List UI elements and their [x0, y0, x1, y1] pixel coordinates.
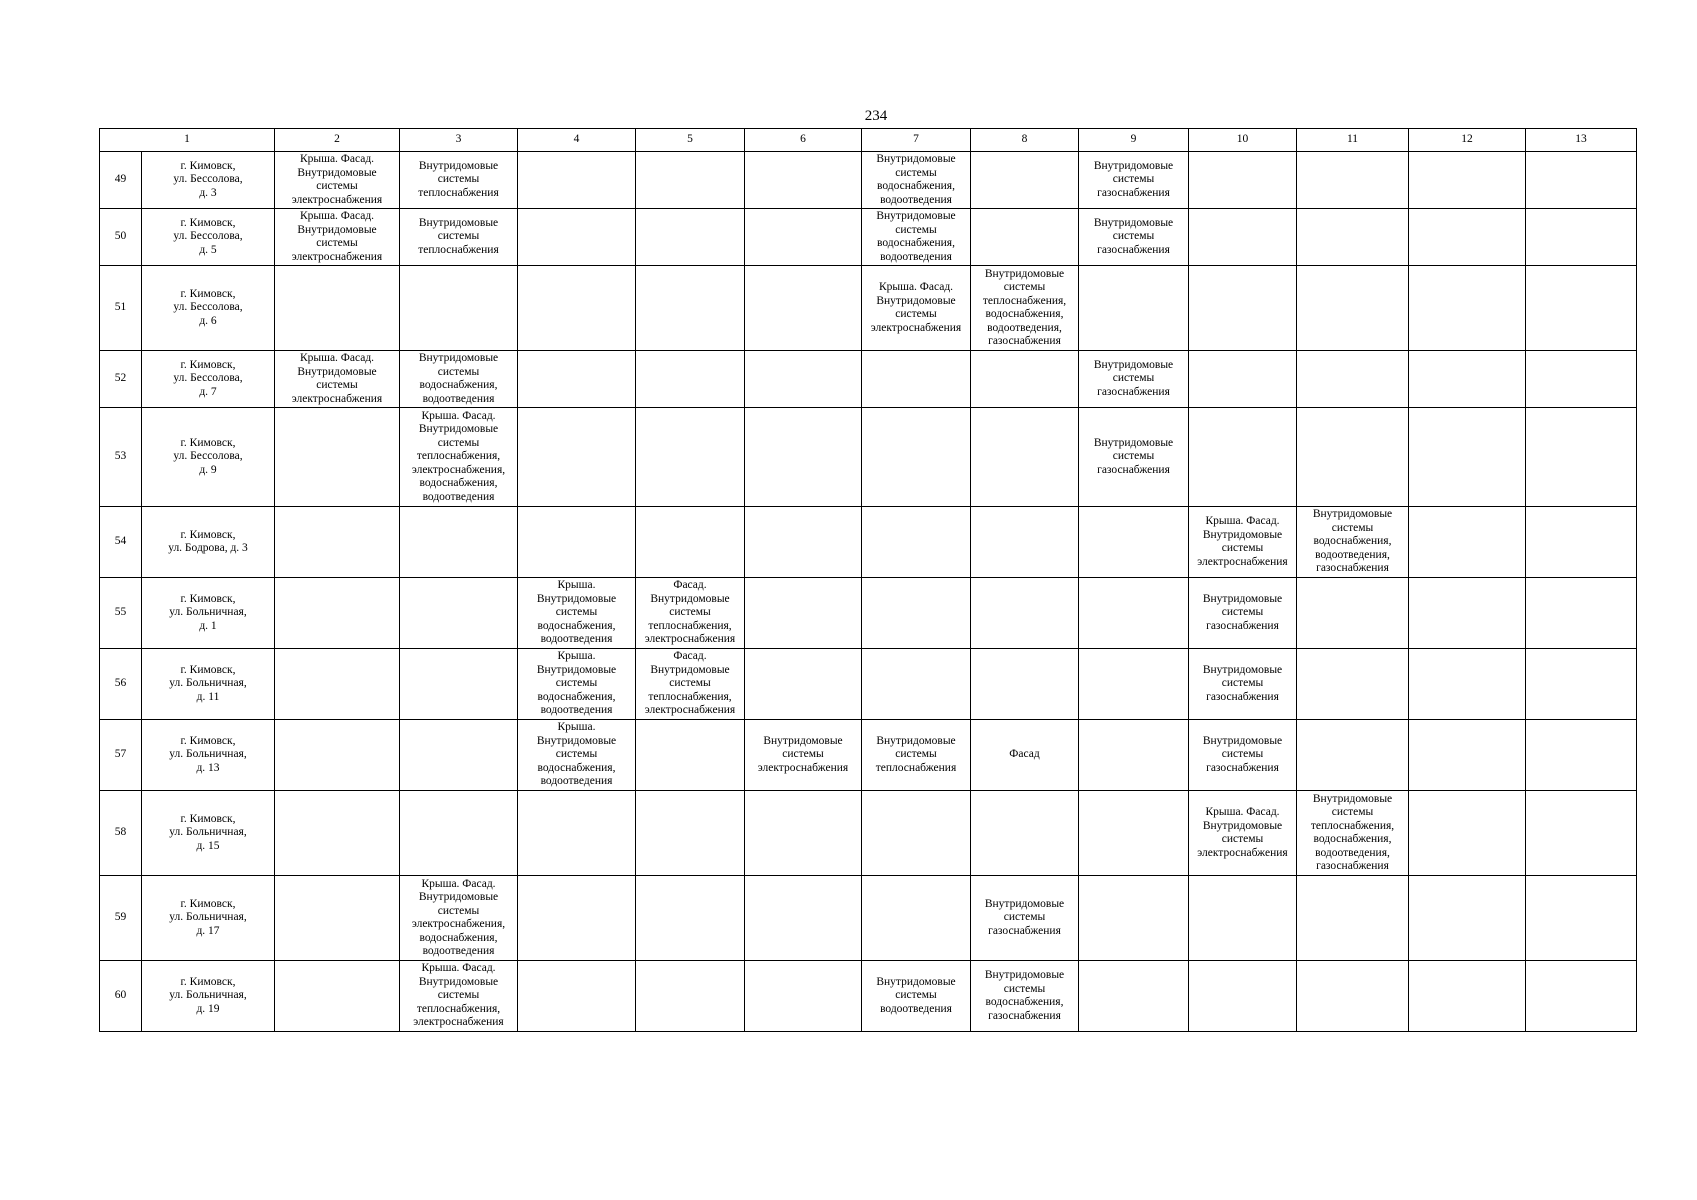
works-cell — [1526, 351, 1637, 408]
table-row — [100, 791, 1637, 876]
address-cell: г. Кимовск, ул. Больничная, д. 19 — [142, 961, 275, 1032]
works-cell — [1297, 578, 1409, 649]
works-cell — [518, 209, 636, 266]
column-header-row — [100, 129, 1637, 152]
works-cell: Внутридомовые системы водоснабжения, газоснабжения — [971, 961, 1079, 1032]
column-header: 3 — [400, 129, 518, 152]
works-cell: Внутридомовые системы водоснабжения, водоотведения — [862, 152, 971, 209]
works-cell — [971, 578, 1079, 649]
row-number: 52 — [100, 351, 142, 408]
works-cell: Крыша. Фасад. Внутридомовые системы теплоснабжения, электроснабжения — [400, 961, 518, 1032]
works-cell: Крыша. Фасад. Внутридомовые системы электроснабжения — [275, 351, 400, 408]
address-cell: г. Кимовск, ул. Бодрова, д. 3 — [142, 507, 275, 578]
column-header: 2 — [275, 129, 400, 152]
works-cell: Крыша. Фасад. Внутридомовые системы электроснабжения — [862, 266, 971, 351]
works-cell: Крыша. Фасад. Внутридомовые системы электроснабжения — [275, 152, 400, 209]
works-cell — [1409, 578, 1526, 649]
table-row — [100, 209, 1637, 266]
column-header: 5 — [636, 129, 745, 152]
works-cell: Внутридомовые системы водоснабжения, водоотведения — [862, 209, 971, 266]
works-cell — [862, 578, 971, 649]
works-cell: Внутридомовые системы газоснабжения — [1189, 720, 1297, 791]
table-row — [100, 876, 1637, 961]
row-number: 53 — [100, 408, 142, 507]
column-header: 12 — [1409, 129, 1526, 152]
works-cell — [862, 876, 971, 961]
works-cell — [1526, 961, 1637, 1032]
row-number: 51 — [100, 266, 142, 351]
works-cell — [1297, 961, 1409, 1032]
page-number: 234 — [864, 108, 888, 124]
works-cell: Крыша. Фасад. Внутридомовые системы теплоснабжения, электроснабжения, водоснабжения, водоотведения — [400, 408, 518, 507]
works-cell — [1079, 649, 1189, 720]
table-row — [100, 351, 1637, 408]
table-row — [100, 720, 1637, 791]
row-number: 54 — [100, 507, 142, 578]
works-cell — [745, 578, 862, 649]
works-cell — [1189, 266, 1297, 351]
row-number: 57 — [100, 720, 142, 791]
column-header: 6 — [745, 129, 862, 152]
column-header: 10 — [1189, 129, 1297, 152]
works-cell — [1526, 507, 1637, 578]
works-cell — [862, 507, 971, 578]
column-header: 4 — [518, 129, 636, 152]
row-number: 49 — [100, 152, 142, 209]
row-number: 59 — [100, 876, 142, 961]
works-cell — [1526, 152, 1637, 209]
works-cell: Фасад. Внутридомовые системы теплоснабжения, электроснабжения — [636, 649, 745, 720]
works-cell — [636, 152, 745, 209]
column-header: 13 — [1526, 129, 1637, 152]
works-cell — [971, 152, 1079, 209]
works-cell — [1526, 266, 1637, 351]
works-cell — [275, 876, 400, 961]
works-cell — [745, 507, 862, 578]
works-cell — [1189, 408, 1297, 507]
table-row — [100, 408, 1637, 507]
works-cell: Крыша. Фасад. Внутридомовые системы электроснабжения — [1189, 791, 1297, 876]
works-cell — [1079, 266, 1189, 351]
works-cell — [275, 649, 400, 720]
works-cell — [518, 507, 636, 578]
works-cell — [518, 152, 636, 209]
works-cell: Внутридомовые системы газоснабжения — [1079, 209, 1189, 266]
row-number: 58 — [100, 791, 142, 876]
works-cell — [1409, 720, 1526, 791]
works-cell — [971, 791, 1079, 876]
works-cell: Внутридомовые системы водоснабжения, водоотведения — [400, 351, 518, 408]
works-cell — [1297, 720, 1409, 791]
works-cell — [518, 351, 636, 408]
works-cell — [518, 961, 636, 1032]
works-cell — [1297, 152, 1409, 209]
row-number: 56 — [100, 649, 142, 720]
row-number: 50 — [100, 209, 142, 266]
works-cell — [1409, 649, 1526, 720]
works-cell — [400, 507, 518, 578]
works-cell — [400, 791, 518, 876]
works-cell — [275, 408, 400, 507]
works-cell — [1079, 578, 1189, 649]
works-cell: Внутридомовые системы водоснабжения, водоотведения, газоснабжения — [1297, 507, 1409, 578]
works-cell — [1526, 209, 1637, 266]
works-cell — [1297, 351, 1409, 408]
works-cell — [971, 507, 1079, 578]
works-cell — [1526, 876, 1637, 961]
works-cell — [1409, 209, 1526, 266]
works-cell — [1526, 720, 1637, 791]
works-cell — [636, 720, 745, 791]
column-header: 1 — [100, 129, 275, 152]
works-cell — [636, 408, 745, 507]
works-cell — [400, 649, 518, 720]
works-cell — [518, 266, 636, 351]
works-cell — [1409, 152, 1526, 209]
column-header: 7 — [862, 129, 971, 152]
works-cell: Крыша. Фасад. Внутридомовые системы электроснабжения — [275, 209, 400, 266]
works-cell: Внутридомовые системы газоснабжения — [971, 876, 1079, 961]
works-cell — [636, 507, 745, 578]
address-cell: г. Кимовск, ул. Больничная, д. 15 — [142, 791, 275, 876]
works-cell — [1297, 408, 1409, 507]
works-cell: Внутридомовые системы газоснабжения — [1189, 649, 1297, 720]
column-header: 8 — [971, 129, 1079, 152]
works-cell — [1297, 209, 1409, 266]
works-cell — [971, 209, 1079, 266]
works-cell — [1526, 791, 1637, 876]
works-cell — [745, 351, 862, 408]
works-cell — [1526, 408, 1637, 507]
works-cell: Внутридомовые системы газоснабжения — [1079, 152, 1189, 209]
row-number: 60 — [100, 961, 142, 1032]
address-cell: г. Кимовск, ул. Больничная, д. 1 — [142, 578, 275, 649]
works-cell — [1526, 649, 1637, 720]
works-cell — [745, 152, 862, 209]
works-cell: Крыша. Внутридомовые системы водоснабжения, водоотведения — [518, 578, 636, 649]
works-cell — [636, 209, 745, 266]
works-cell — [518, 408, 636, 507]
works-cell: Внутридомовые системы газоснабжения — [1189, 578, 1297, 649]
works-cell: Внутридомовые системы электроснабжения — [745, 720, 862, 791]
works-cell — [1297, 876, 1409, 961]
works-cell — [275, 720, 400, 791]
column-header: 11 — [1297, 129, 1409, 152]
row-number: 55 — [100, 578, 142, 649]
works-cell — [400, 578, 518, 649]
works-cell — [1079, 720, 1189, 791]
works-cell: Крыша. Внутридомовые системы водоснабжения, водоотведения — [518, 649, 636, 720]
works-cell — [1297, 649, 1409, 720]
address-cell: г. Кимовск, ул. Бессолова, д. 3 — [142, 152, 275, 209]
table-row — [100, 649, 1637, 720]
works-cell — [745, 791, 862, 876]
works-cell — [1189, 209, 1297, 266]
works-cell: Внутридомовые системы теплоснабжения, водоснабжения, водоотведения, газоснабжения — [1297, 791, 1409, 876]
table-row — [100, 152, 1637, 209]
table-row — [100, 507, 1637, 578]
address-cell: г. Кимовск, ул. Бессолова, д. 5 — [142, 209, 275, 266]
works-cell — [1409, 791, 1526, 876]
works-cell — [1409, 266, 1526, 351]
works-cell — [1526, 578, 1637, 649]
works-cell — [275, 791, 400, 876]
address-cell: г. Кимовск, ул. Бессолова, д. 6 — [142, 266, 275, 351]
works-cell — [1409, 507, 1526, 578]
works-cell — [1079, 876, 1189, 961]
works-cell — [745, 408, 862, 507]
address-cell: г. Кимовск, ул. Больничная, д. 17 — [142, 876, 275, 961]
works-cell — [862, 408, 971, 507]
works-cell — [745, 209, 862, 266]
works-cell — [1409, 961, 1526, 1032]
works-cell — [862, 791, 971, 876]
works-cell — [636, 791, 745, 876]
works-cell — [1189, 961, 1297, 1032]
works-cell — [1409, 351, 1526, 408]
address-cell: г. Кимовск, ул. Бессолова, д. 7 — [142, 351, 275, 408]
works-cell — [1409, 408, 1526, 507]
works-cell — [862, 351, 971, 408]
works-cell — [971, 351, 1079, 408]
works-cell — [636, 351, 745, 408]
column-header: 9 — [1079, 129, 1189, 152]
works-cell — [971, 649, 1079, 720]
works-cell — [518, 876, 636, 961]
works-cell — [862, 649, 971, 720]
works-cell — [1079, 961, 1189, 1032]
address-cell: г. Кимовск, ул. Бессолова, д. 9 — [142, 408, 275, 507]
works-cell: Внутридомовые системы газоснабжения — [1079, 351, 1189, 408]
table-row — [100, 578, 1637, 649]
works-cell: Крыша. Фасад. Внутридомовые системы электроснабжения — [1189, 507, 1297, 578]
works-cell — [1189, 152, 1297, 209]
works-cell: Фасад — [971, 720, 1079, 791]
works-cell — [518, 791, 636, 876]
works-cell: Внутридомовые системы газоснабжения — [1079, 408, 1189, 507]
works-cell — [275, 507, 400, 578]
works-cell: Внутридомовые системы теплоснабжения — [400, 152, 518, 209]
works-cell: Фасад. Внутридомовые системы теплоснабжения, электроснабжения — [636, 578, 745, 649]
table-row — [100, 266, 1637, 351]
works-cell: Внутридомовые системы теплоснабжения — [862, 720, 971, 791]
works-cell — [1079, 791, 1189, 876]
works-cell — [275, 578, 400, 649]
works-cell — [636, 876, 745, 961]
works-cell — [1189, 876, 1297, 961]
works-cell — [275, 961, 400, 1032]
works-cell — [745, 876, 862, 961]
works-cell: Внутридомовые системы теплоснабжения — [400, 209, 518, 266]
works-cell — [745, 266, 862, 351]
works-cell — [1297, 266, 1409, 351]
works-cell: Внутридомовые системы теплоснабжения, водоснабжения, водоотведения, газоснабжения — [971, 266, 1079, 351]
works-cell — [275, 266, 400, 351]
works-cell — [971, 408, 1079, 507]
works-cell — [400, 720, 518, 791]
repair-schedule-table — [99, 128, 1637, 1032]
works-cell: Внутридомовые системы водоотведения — [862, 961, 971, 1032]
works-cell — [745, 961, 862, 1032]
works-cell — [400, 266, 518, 351]
address-cell: г. Кимовск, ул. Больничная, д. 13 — [142, 720, 275, 791]
works-cell — [1079, 507, 1189, 578]
works-cell — [745, 649, 862, 720]
table-body — [100, 129, 1637, 1032]
works-cell: Крыша. Фасад. Внутридомовые системы электроснабжения, водоснабжения, водоотведения — [400, 876, 518, 961]
works-cell — [636, 266, 745, 351]
address-cell: г. Кимовск, ул. Больничная, д. 11 — [142, 649, 275, 720]
works-cell — [1189, 351, 1297, 408]
works-cell: Крыша. Внутридомовые системы водоснабжения, водоотведения — [518, 720, 636, 791]
table-row — [100, 961, 1637, 1032]
works-cell — [636, 961, 745, 1032]
works-cell — [1409, 876, 1526, 961]
